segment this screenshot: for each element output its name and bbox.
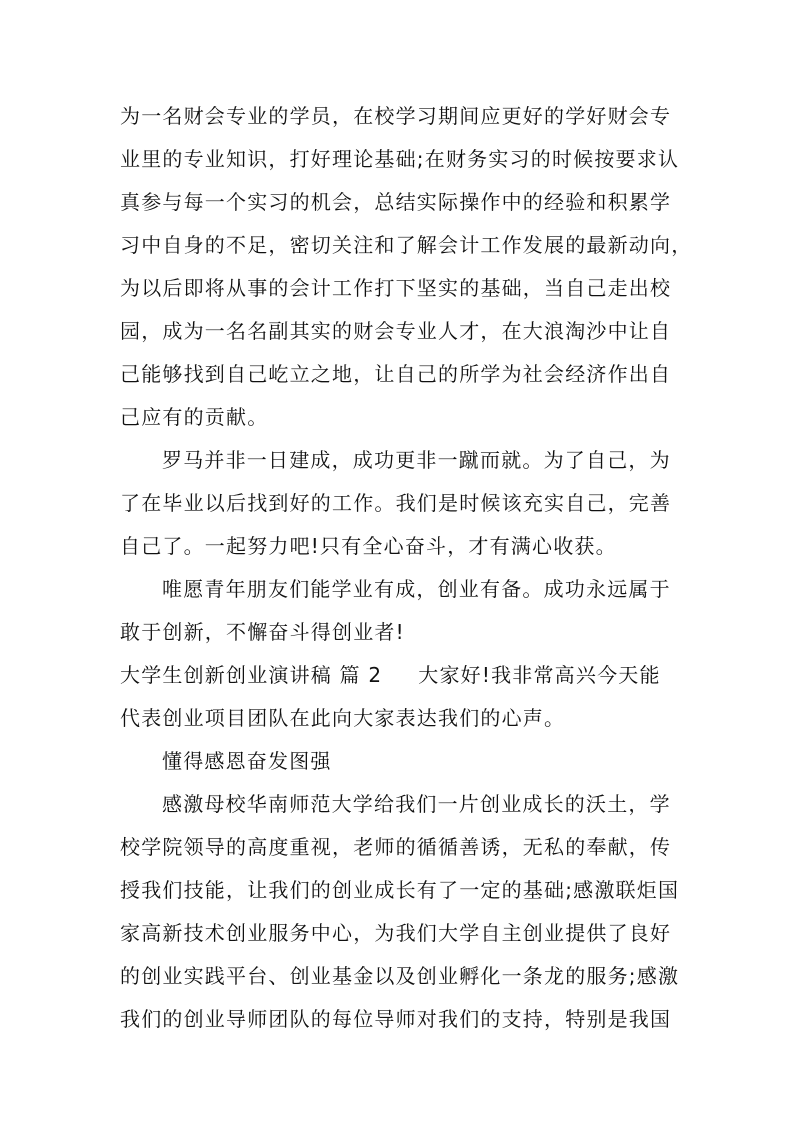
text-line: 习中自身的不足，密切关注和了解会计工作发展的最新动向，	[120, 233, 693, 257]
text-line: 我们的创业导师团队的每位导师对我们的支持，特别是我国	[120, 1007, 672, 1031]
text-line: 为一名财会专业的学员，在校学习期间应更好的学好财会专	[120, 104, 672, 128]
speech-opening: 大家好!我非常高兴今天能	[418, 663, 661, 687]
text-line: 代表创业项目团队在此向大家表达我们的心声。	[120, 706, 566, 730]
text-line: 己应有的贡献。	[120, 405, 269, 429]
text-line: 感激母校华南师范大学给我们一片创业成长的沃土，学	[162, 792, 671, 816]
text-line: 授我们技能，让我们的创业成长有了一定的基础;感激联炬国	[120, 878, 680, 902]
text-line: 自己了。一起努力吧!只有全心奋斗，才有满心收获。	[120, 534, 617, 558]
text-line: 敢于创新，不懈奋斗得创业者!	[120, 620, 405, 644]
text-line: 园，成为一名名副其实的财会专业人才，在大浪淘沙中让自	[120, 319, 672, 343]
text-line: 校学院领导的高度重视，老师的循循善诱，无私的奉献，传	[120, 835, 672, 859]
text-line: 真参与每一个实习的机会，总结实际操作中的经验和积累学	[120, 190, 672, 214]
subheading: 懂得感恩奋发图强	[162, 749, 332, 773]
section-heading-line	[120, 663, 680, 687]
text-line: 了在毕业以后找到好的工作。我们是时候该充实自己，完善	[120, 491, 672, 515]
text-line: 的创业实践平台、创业基金以及创业孵化一条龙的服务;感激	[120, 964, 680, 988]
section-heading: 大学生创新创业演讲稿 篇 2	[120, 663, 383, 687]
text-line: 家高新技术创业服务中心，为我们大学自主创业提供了良好	[120, 921, 672, 945]
text-line: 为以后即将从事的会计工作打下坚实的基础，当自己走出校	[120, 276, 672, 300]
text-line: 业里的专业知识，打好理论基础;在财务实习的时候按要求认	[120, 147, 680, 171]
text-line: 唯愿青年朋友们能学业有成，创业有备。成功永远属于	[162, 577, 671, 601]
text-line: 己能够找到自己屹立之地，让自己的所学为社会经济作出自	[120, 362, 672, 386]
text-line: 罗马并非一日建成，成功更非一蹴而就。为了自己，为	[162, 448, 671, 472]
